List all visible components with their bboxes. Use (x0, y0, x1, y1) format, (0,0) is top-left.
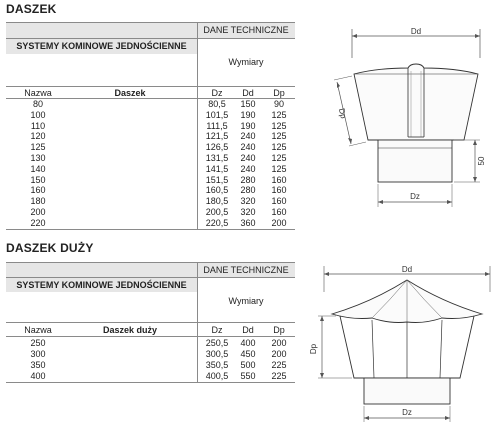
table-cell: 90 (273, 99, 284, 109)
table-cell: 550 (240, 371, 256, 381)
table-cell: 300 (30, 349, 46, 359)
table-cell: 150 (30, 174, 46, 185)
table-cell: 80,5 (208, 99, 226, 109)
table-cell: 200 (271, 349, 287, 359)
table-cell: 250 (30, 338, 46, 348)
table-cell: 190 (240, 120, 256, 131)
table-cell: 150 (240, 99, 256, 109)
table-cell: 110 (30, 120, 46, 131)
col-header-nazwa: Nazwa (24, 88, 52, 98)
table-cell: 125 (30, 142, 46, 153)
table-cell: 160,5 (205, 185, 229, 196)
table-cell: 300,5 (205, 349, 229, 359)
table-cell: 200,5 (205, 207, 229, 217)
table-cell: 125 (271, 163, 287, 174)
dp-label: Dp (336, 107, 348, 120)
dz-label: Dz (402, 408, 412, 417)
table-cell: 350 (30, 360, 46, 370)
table-cell: 400 (240, 338, 256, 348)
height-label: 50 (477, 156, 486, 166)
table-cell: 100 (30, 109, 46, 120)
table-cell: 111,5 (206, 120, 228, 131)
table-cell: 450 (240, 349, 256, 359)
table-cell: 160 (271, 174, 287, 185)
col-header-dd: Dd (242, 88, 254, 98)
table-cell: 80 (32, 99, 43, 109)
dane-techniczne-label: DANE TECHNICZNE (203, 25, 289, 35)
table-cell: 400,5 (205, 371, 229, 381)
table-cell: 160 (30, 185, 46, 196)
col-header-dz: Dz (211, 88, 223, 98)
table-cell: 151,5 (205, 174, 229, 185)
table-cell: 360 (240, 217, 256, 228)
table-cell: 131,5 (205, 153, 229, 163)
table-cell: 280 (240, 185, 256, 196)
dp-label: Dp (309, 343, 318, 355)
table-cell: 240 (240, 142, 256, 153)
section-title-daszek-duzy: DASZEK DUŻY (6, 241, 94, 255)
col-header-daszek-duzy: Daszek duży (102, 325, 158, 335)
table-cell: 140 (30, 163, 46, 174)
table-cell: 141,5 (205, 163, 229, 174)
table-cell: 200 (271, 217, 287, 228)
table-cell: 125 (271, 142, 287, 153)
table-cell: 350,5 (205, 360, 229, 370)
table-cell: 225 (271, 371, 287, 381)
table-cell: 220 (30, 217, 46, 228)
table-cell: 120 (30, 131, 46, 142)
daszek-diagram (322, 24, 492, 214)
table-cell: 320 (240, 196, 256, 207)
col-header-dp: Dp (273, 88, 285, 98)
wymiary-label: Wymiary (228, 57, 264, 67)
table-cell: 220,5 (205, 217, 229, 228)
dz-label: Dz (410, 192, 420, 201)
dane-techniczne-label: DANE TECHNICZNE (203, 265, 289, 275)
systemy-label: SYSTEMY KOMINOWE JEDNOŚCIENNE (16, 280, 187, 290)
col-header-daszek: Daszek (114, 88, 146, 98)
table-cell: 101,5 (205, 109, 229, 120)
table-cell: 180,5 (205, 196, 229, 207)
table-cell: 200 (271, 338, 287, 348)
daszek-duzy-diagram (309, 262, 496, 428)
section-title-daszek: DASZEK (6, 2, 57, 16)
table-cell: 240 (240, 131, 256, 142)
table-cell: 200 (30, 207, 46, 217)
table-cell: 160 (271, 185, 287, 196)
table-cell: 160 (271, 207, 287, 217)
col-header-dz: Dz (211, 325, 223, 335)
table-cell: 320 (240, 207, 256, 217)
col-header-dd: Dd (242, 325, 254, 335)
systemy-label: SYSTEMY KOMINOWE JEDNOŚCIENNE (16, 41, 187, 51)
table-cell: 125 (271, 131, 287, 142)
table-cell: 125 (271, 153, 287, 163)
table-cell: 400 (30, 371, 46, 381)
table-cell: 280 (240, 174, 256, 185)
table-cell: 160 (271, 196, 287, 207)
table-cell: 240 (240, 163, 256, 174)
col-header-nazwa: Nazwa (24, 325, 52, 335)
table-cell: 190 (240, 109, 256, 120)
table-cell: 250,5 (205, 338, 229, 348)
col-header-dp: Dp (273, 325, 285, 335)
wymiary-label: Wymiary (228, 296, 264, 306)
table-cell: 225 (271, 360, 287, 370)
table-cell: 126,5 (205, 142, 229, 153)
table-cell: 125 (271, 109, 287, 120)
dd-label: Dd (410, 27, 422, 36)
table-cell: 125 (271, 120, 287, 131)
dd-label: Dd (401, 265, 413, 274)
table-cell: 180 (30, 196, 46, 207)
table-cell: 500 (240, 360, 256, 370)
table-cell: 130 (30, 153, 46, 163)
table-cell: 240 (240, 153, 256, 163)
table-cell: 121,5 (205, 131, 229, 142)
